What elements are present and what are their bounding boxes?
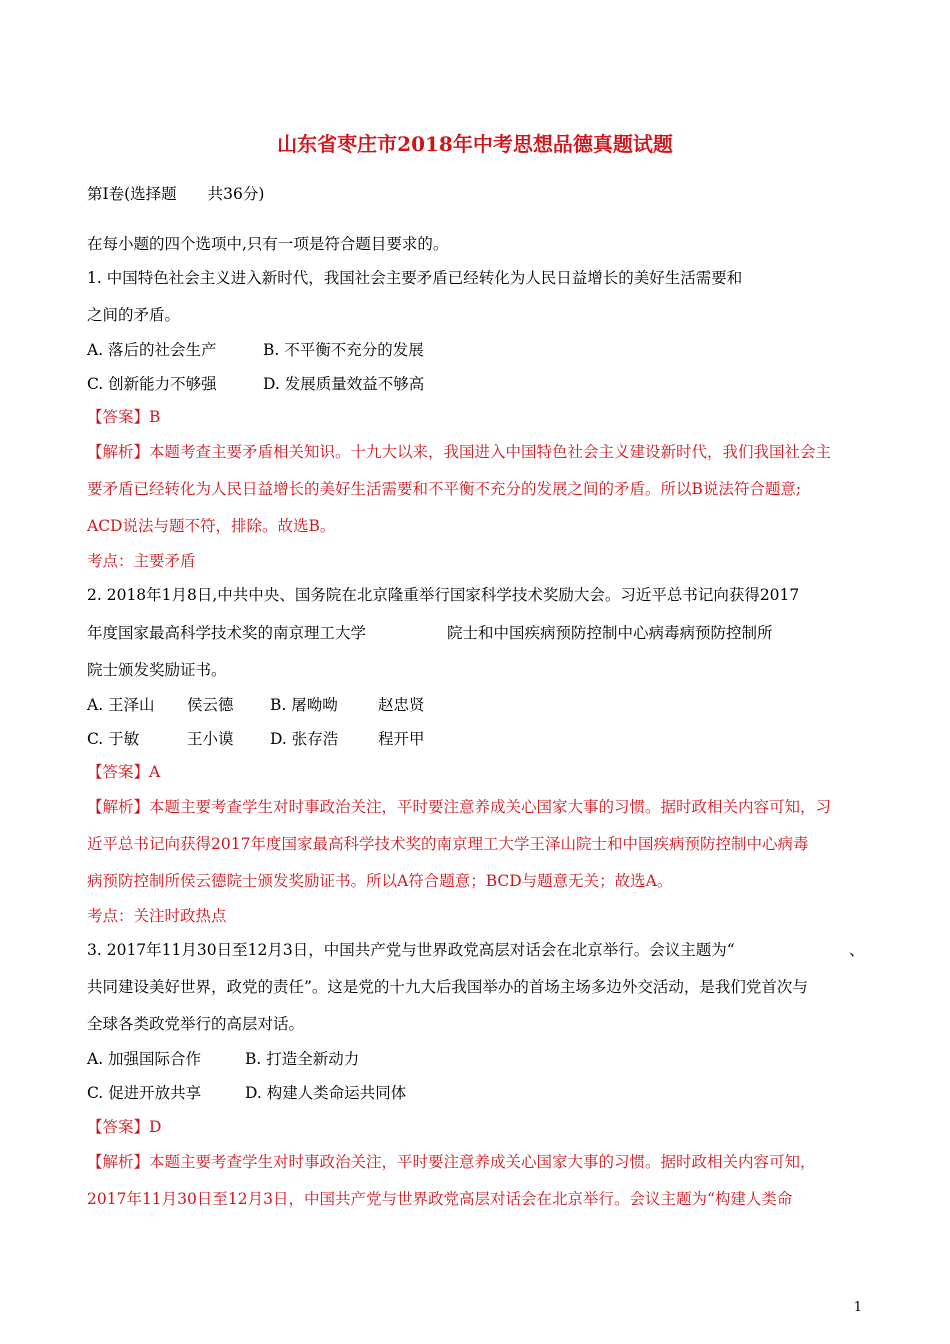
q2-stem-line2 bbox=[87, 623, 773, 643]
q3-options-row1 bbox=[87, 1049, 359, 1069]
q2-option-d-name1: D. 张存浩 bbox=[270, 730, 339, 748]
section-heading: 第Ⅰ卷(选择题 共36分) bbox=[87, 185, 265, 203]
document-title: 山东省枣庄市2018年中考思想品德真题试题 bbox=[277, 132, 673, 156]
q1-analysis-line1: 【解析】本题考查主要矛盾相关知识。十九大以来，我国进入中国特色社会主义建设新时代，我们我国社会主 bbox=[87, 443, 832, 461]
q3-stem-line2: 共同建设美好世界，政党的责任”。这是党的十九大后我国举办的首场主场多边外交活动，是我们党首次与 bbox=[87, 978, 808, 996]
q2-stem-line2-part1: 年度国家最高科学技术奖的南京理工大学 bbox=[87, 624, 367, 642]
q1-stem-line2: 之间的矛盾。 bbox=[87, 306, 181, 324]
q3-option-c: C. 促进开放共享 bbox=[87, 1084, 202, 1102]
q3-analysis-line2: 2017年11月30日至12月3日，中国共产党与世界政党高层对话会在北京举行。会议主题为“构建人类命 bbox=[87, 1190, 793, 1208]
q2-stem-line1: 2. 2018年1月8日,中共中央、国务院在北京隆重举行国家科学技术奖励大会。习近平总书记向获得2017 bbox=[87, 586, 800, 604]
q3-option-d: D. 构建人类命运共同体 bbox=[245, 1084, 407, 1102]
q1-option-b: B. 不平衡不充分的发展 bbox=[263, 341, 424, 359]
page-number: 1 bbox=[853, 1300, 862, 1315]
q2-options-row2 bbox=[87, 729, 425, 749]
q2-option-a-name2: 侯云德 bbox=[187, 696, 234, 714]
q2-stem-line3: 院士颁发奖励证书。 bbox=[87, 661, 227, 679]
q1-answer: 【答案】B bbox=[87, 408, 161, 426]
q1-option-d: D. 发展质量效益不够高 bbox=[263, 375, 425, 393]
q3-options-row2 bbox=[87, 1083, 406, 1103]
q2-analysis-line3: 病预防控制所侯云德院士颁发奖励证书。所以A符合题意；BCD与题意无关；故选A。 bbox=[87, 872, 673, 890]
q3-stem-line3: 全球各类政党举行的高层对话。 bbox=[87, 1015, 305, 1033]
q1-option-c: C. 创新能力不够强 bbox=[87, 375, 217, 393]
q2-option-b-name2: 赵忠贤 bbox=[378, 696, 425, 714]
q2-option-c-name1: C. 于敏 bbox=[87, 730, 140, 748]
q2-option-a-name1: A. 王泽山 bbox=[87, 696, 155, 714]
q3-option-a: A. 加强国际合作 bbox=[87, 1050, 202, 1068]
q2-option-d-name2: 程开甲 bbox=[378, 730, 425, 748]
q2-option-c-name2: 王小谟 bbox=[187, 730, 234, 748]
q1-option-a: A. 落后的社会生产 bbox=[87, 341, 217, 359]
q3-stem-line1-part1: 3. 2017年11月30日至12月3日，中国共产党与世界政党高层对话会在北京举行。会议主题为“ bbox=[87, 941, 735, 959]
q3-answer: 【答案】D bbox=[87, 1118, 162, 1136]
q1-analysis-line2: 要矛盾已经转化为人民日益增长的美好生活需要和不平衡不充分的发展之间的矛盾。所以B说法符合题意; bbox=[87, 480, 802, 498]
q3-option-b: B. 打造全新动力 bbox=[245, 1050, 360, 1068]
q2-options-row1 bbox=[87, 695, 425, 715]
q1-analysis-line3: ACD说法与题不符，排除。故选B。 bbox=[87, 517, 336, 535]
q2-answer: 【答案】A bbox=[87, 763, 161, 781]
q2-analysis-line2: 近平总书记向获得2017年度国家最高科学技术奖的南京理工大学王泽山院士和中国疾病预防控制中心病毒 bbox=[87, 835, 809, 853]
q3-analysis-line1: 【解析】本题主要考查学生对时事政治关注，平时要注意养成关心国家大事的习惯。据时政相关内容可知， bbox=[87, 1153, 816, 1171]
q2-point: 考点：关注时政热点 bbox=[87, 907, 227, 925]
q2-option-b-name1: B. 屠呦呦 bbox=[270, 696, 338, 714]
q1-stem-line1: 1. 中国特色社会主义进入新时代，我国社会主要矛盾已经转化为人民日益增长的美好生活需要和 bbox=[87, 269, 743, 287]
q1-options-row2 bbox=[87, 374, 424, 394]
instruction-text: 在每小题的四个选项中,只有一项是符合题目要求的。 bbox=[87, 235, 449, 253]
q2-stem-line2-part2: 院士和中国疾病预防控制中心病毒病预防控制所 bbox=[447, 624, 773, 642]
q1-point: 考点：主要矛盾 bbox=[87, 552, 196, 570]
q1-options-row1 bbox=[87, 340, 424, 360]
q3-stem-line1-part2: 、 bbox=[849, 941, 865, 959]
q3-stem-line1 bbox=[87, 940, 865, 960]
q2-analysis-line1: 【解析】本题主要考查学生对时事政治关注，平时要注意养成关心国家大事的习惯。据时政相关内容可知，习 bbox=[87, 798, 832, 816]
